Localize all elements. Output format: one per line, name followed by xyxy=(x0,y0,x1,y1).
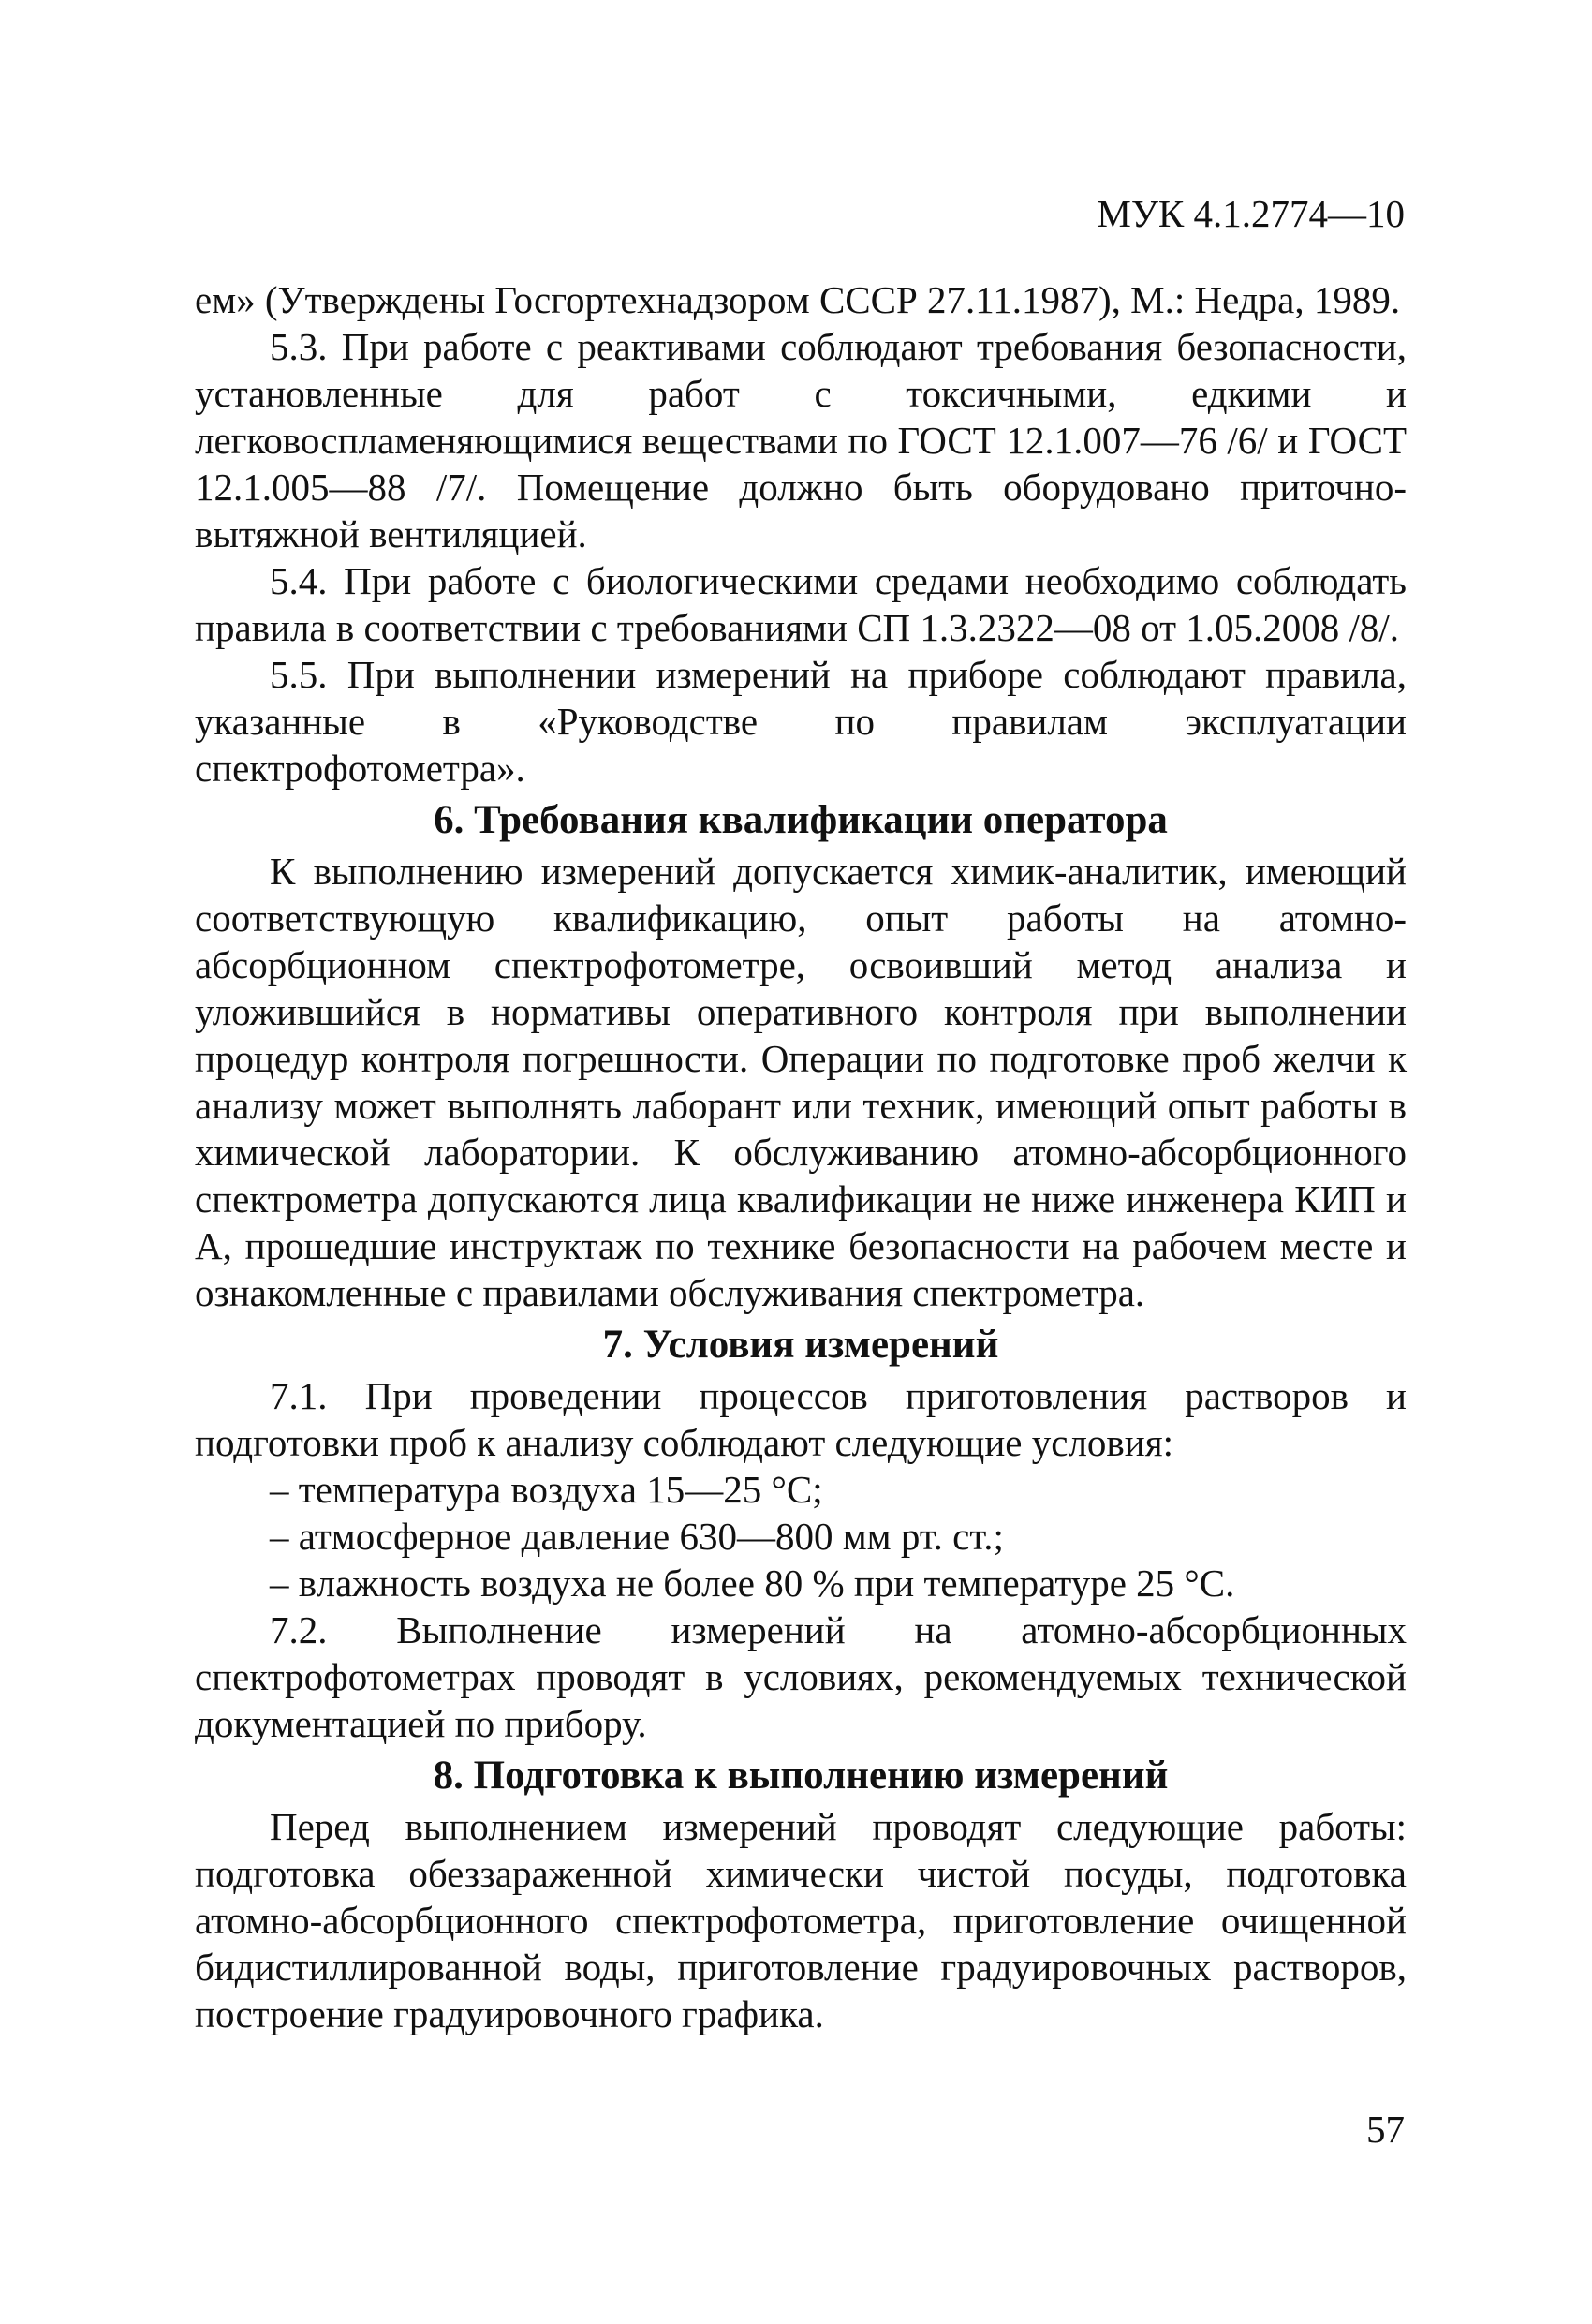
condition-pressure: – атмосферное давление 630—800 мм рт. ст.; xyxy=(270,1515,1004,1558)
paragraph-5-3: 5.3. При работе с реактивами соблюдают требования безопасности, установленные для работ с токсичными, едкими и легковоспламеняющимися веществами по ГОСТ 12.1.007—76 /6/ и ГОСТ 12.1.005—88 /7/. Помещение должно быть оборудовано приточно-вытяжной вентиляцией. xyxy=(195,325,1407,555)
document-code: МУК 4.1.2774—10 xyxy=(1097,192,1405,235)
paragraph-5-4: 5.4. При работе с биологическими средами необходимо соблюдать правила в соответствии с требованиями СП 1.3.2322—08 от 1.05.2008 /8/. xyxy=(195,559,1407,649)
page-body xyxy=(195,276,1407,2037)
section-heading-7: 7. Условия измерений xyxy=(602,1323,999,1367)
paragraph-6: К выполнению измерений допускается химик-аналитик, имеющий соответствующую квалификацию, опыт работы на атомно-абсорбционном спектрофотометре, освоивший метод анализа и уложившийся в нормативы оперативного контроля при выполнении процедур контроля погрешности. Операции по подготовке проб желчи к анализу может выполнять лаборант или техник, имеющий опыт работы в химической лаборатории. К обслуживанию атомно-абсорбционного спектрометра допускаются лица квалификации не ниже инженера КИП и А, прошедшие инструктаж по технике безопасности на рабочем месте и ознакомленные с правилами обслуживания спектрометра. xyxy=(195,850,1407,1314)
paragraph-7-2: 7.2. Выполнение измерений на атомно-абсорбционных спектрофотометрах проводят в условиях, рекомендуемых технической документацией по прибору. xyxy=(195,1608,1407,1745)
condition-humidity: – влажность воздуха не более 80 % при температуре 25 °C. xyxy=(270,1562,1235,1605)
paragraph-8: Перед выполнением измерений проводят следующие работы: подготовка обеззараженной химически чистой посуды, подготовка атомно-абсорбционного спектрофотометра, приготовление очищенной бидистиллированной воды, приготовление градуировочных растворов, построение градуировочного графика. xyxy=(195,1805,1407,2035)
paragraph-5-5: 5.5. При выполнении измерений на приборе соблюдают правила, указанные в «Руководстве по правилам эксплуатации спектрофотометра». xyxy=(195,653,1407,790)
paragraph-7-1: 7.1. При проведении процессов приготовления растворов и подготовки проб к анализу соблюдают следующие условия: xyxy=(195,1374,1407,1464)
paragraph-continuation: ем» (Утверждены Госгортехнадзором СССР 27.11.1987), М.: Недра, 1989. xyxy=(195,278,1401,321)
section-heading-6: 6. Требования квалификации оператора xyxy=(434,798,1168,842)
section-heading-8: 8. Подготовка к выполнению измерений xyxy=(433,1754,1169,1798)
condition-temperature: – температура воздуха 15—25 °C; xyxy=(270,1468,823,1511)
page-number: 57 xyxy=(1366,2108,1405,2151)
